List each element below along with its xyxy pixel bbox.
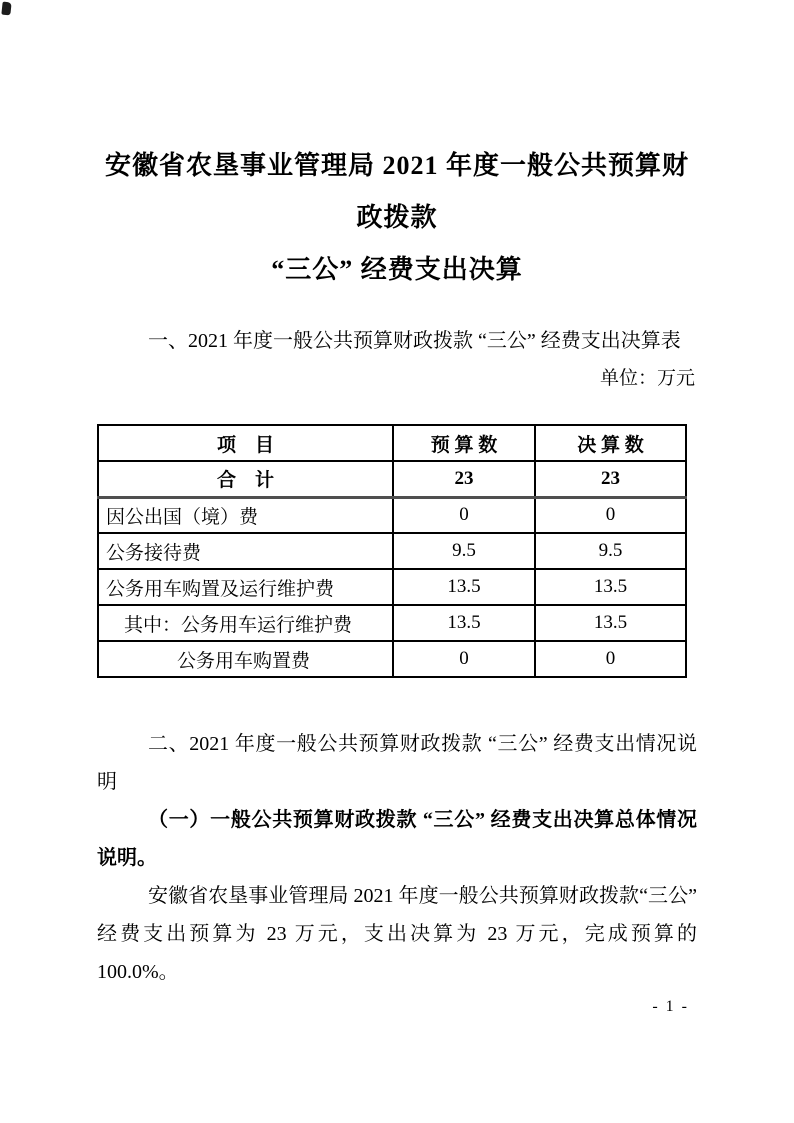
cell-final: 13.5 (535, 605, 686, 641)
table-row (98, 497, 686, 533)
cell-final: 13.5 (535, 569, 686, 605)
section2-subheading: （一）一般公共预算财政拨款 “三公” 经费支出决算总体情况说明。 (97, 809, 697, 869)
cell-item: 公务接待费 (98, 533, 393, 569)
cell-final: 9.5 (535, 533, 686, 569)
section2-heading: 二、2021 年度一般公共预算财政拨款 “三公” 经费支出情况说明 (97, 733, 697, 793)
cell-item: 公务用车购置费 (98, 641, 393, 677)
table-header-budget: 预 算 数 (393, 425, 535, 461)
cell-budget: 13.5 (393, 569, 535, 605)
table-header-row (98, 425, 686, 461)
budget-table-body (98, 461, 686, 677)
table-row (98, 533, 686, 569)
table-row (98, 605, 686, 641)
table-header-item: 项 目 (98, 425, 393, 461)
cell-final: 0 (535, 497, 686, 533)
cell-item: 合 计 (98, 461, 393, 497)
cell-final: 0 (535, 641, 686, 677)
cell-item: 其中：公务用车运行维护费 (98, 605, 393, 641)
document-title (97, 140, 697, 296)
budget-table (97, 424, 687, 678)
cell-item: 公务用车购置及运行维护费 (98, 569, 393, 605)
title-line-1: 安徽省农垦事业管理局 2021 年度一般公共预算财政拨款 (104, 151, 689, 232)
table-row (98, 461, 686, 497)
section2-paragraph: 安徽省农垦事业管理局 2021 年度一般公共预算财政拨款“三公” 经费支出预算为 23 万元，支出决算为 23 万元，完成预算的 100.0%。 (97, 885, 697, 983)
section1-heading: 一、2021 年度一般公共预算财政拨款 “三公” 经费支出决算表 (148, 330, 681, 352)
cell-budget: 13.5 (393, 605, 535, 641)
unit-label: 单位：万元 (599, 368, 695, 389)
document-content (97, 0, 697, 991)
cell-item: 因公出国（境）费 (98, 497, 393, 533)
table-row (98, 641, 686, 677)
table-row (98, 569, 686, 605)
cell-final: 23 (535, 461, 686, 497)
page-number: - 1 - (652, 998, 689, 1015)
cell-budget: 9.5 (393, 533, 535, 569)
cell-budget: 0 (393, 641, 535, 677)
scan-artifact-mark (1, 2, 11, 16)
title-line-2: “三公” 经费支出决算 (271, 255, 523, 284)
cell-budget: 23 (393, 461, 535, 497)
cell-budget: 0 (393, 497, 535, 533)
table-header-final: 决 算 数 (535, 425, 686, 461)
